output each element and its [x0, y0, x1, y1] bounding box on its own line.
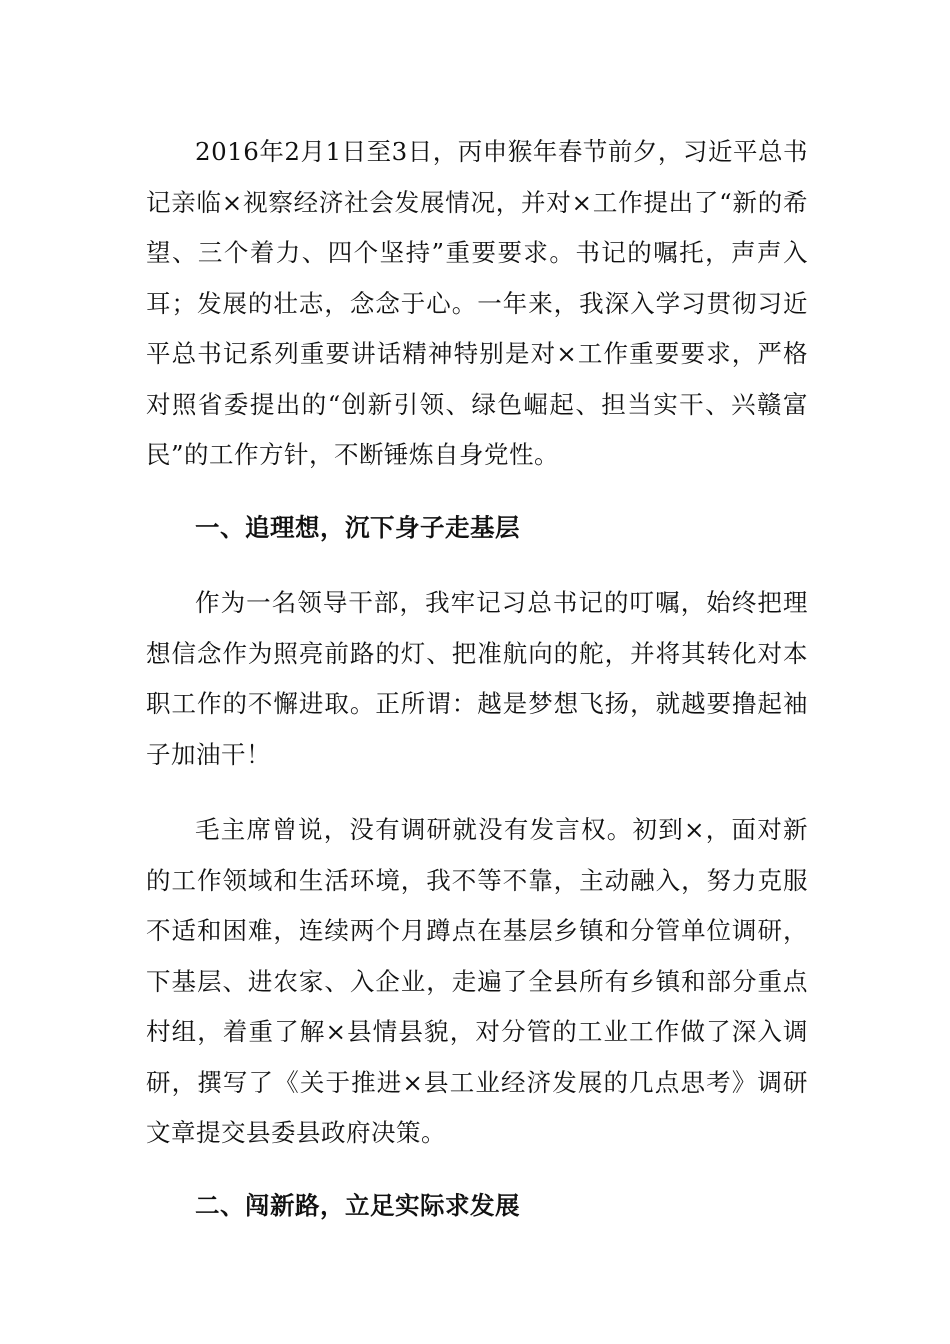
section1-paragraph-2: 毛主席曾说，没有调研就没有发言权。初到×，面对新的工作领域和生活环境，我不等不靠，主动融入，努力克服不适和困难，连续两个月蹲点在基层乡镇和分管单位调研，下基层、进农家、入企业，走遍了全县所有乡镇和部分重点村组，着重了解×县情县貌，对分管的工业工作做了深入调研，撰写了《关于推进×县工业经济发展的几点思考》调研文章提交县委县政府决策。 [146, 815, 808, 1147]
document-body [146, 127, 808, 1231]
intro-paragraph: 2016年2月1日至3日，丙申猴年春节前夕，习近平总书记亲临×视察经济社会发展情况，并对×工作提出了“新的希望、三个着力、四个坚持”重要要求。书记的嘱托，声声入耳；发展的壮志，念念于心。一年来，我深入学习贯彻习近平总书记系列重要讲话精神特别是对×工作重要要求，严格对照省委提出的“创新引领、绿色崛起、担当实干、兴赣富民”的工作方针，不断锤炼自身党性。 [146, 137, 808, 469]
section-heading-2: 二、闯新路，立足实际求发展 [195, 1190, 520, 1220]
section-heading-1: 一、追理想，沉下身子走基层 [195, 512, 520, 542]
section1-paragraph-1: 作为一名领导干部，我牢记习总书记的叮嘱，始终把理想信念作为照亮前路的灯、把准航向的舵，并将其转化对本职工作的不懈进取。正所谓：越是梦想飞扬，就越要撸起袖子加油干！ [146, 588, 808, 769]
